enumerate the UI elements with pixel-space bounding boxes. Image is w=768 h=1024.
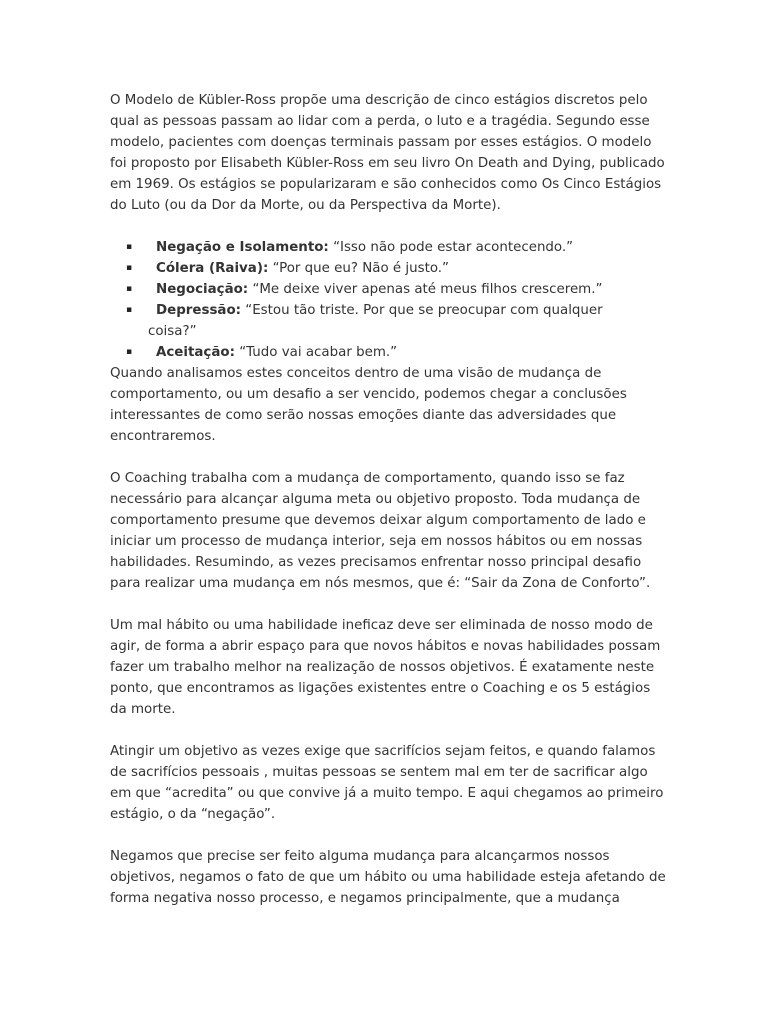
document-page (110, 90, 670, 909)
stage-term: Negação e Isolamento: (156, 240, 329, 255)
stage-quote: “Por que eu? Não é justo.” (272, 261, 449, 276)
bullet-icon: ▪ (126, 242, 133, 252)
stage-item-aceitacao (110, 342, 670, 363)
paragraph-gap (110, 720, 670, 741)
body-paragraph: O Coaching trabalha com a mudança de comportamento, quando isso se faz necessário para alcançar alguma meta ou objetivo proposto. Toda mudança de comportamento presume que devemos deixar algum comportamento de lado e iniciar um processo de mudança interior, seja em nossos hábitos ou em nossas habilidades. Resumindo, as vezes precisamos enfrentar nosso principal desafio para realizar uma mudança em nós mesmos, que é: “Sair da Zona de Conforto”. (110, 471, 651, 591)
stage-term: Aceitação: (156, 345, 235, 360)
paragraph-gap (110, 594, 670, 615)
body-paragraph: Quando analisamos estes conceitos dentro de uma visão de mudança de comportamento, ou um desafio a ser vencido, podemos chegar a conclusões interessantes de como serão nossas emoções diante das adversidades que encontraremos. (110, 366, 627, 444)
paragraph-gap (110, 216, 670, 237)
bullet-icon: ▪ (126, 305, 133, 315)
bullet-icon: ▪ (126, 347, 133, 357)
stage-item-depressao (110, 300, 670, 342)
intro-paragraph: O Modelo de Kübler-Ross propõe uma descrição de cinco estágios discretos pelo qual as pessoas passam ao lidar com a perda, o luto e a tragédia. Segundo esse modelo, pacientes com doenças terminais passam por esses estágios. O modelo foi proposto por Elisabeth Kübler-Ross em seu livro On Death and Dying, publicado em 1969. Os estágios se popularizaram e são conhecidos como Os Cinco Estágios do Luto (ou da Dor da Morte, ou da Perspectiva da Morte). (110, 93, 665, 213)
body-paragraph: Negamos que precise ser feito alguma mudança para alcançarmos nossos objetivos, negamos o fato de que um hábito ou uma habilidade esteja afetando de forma negativa nosso processo, e negamos principalmente, que a mudança (110, 849, 666, 906)
stage-item-negociacao (110, 279, 670, 300)
stage-quote-continuation: coisa?” (148, 324, 197, 339)
stage-quote: “Estou tão triste. Por que se preocupar com qualquer (245, 303, 603, 318)
stages-list (110, 237, 670, 363)
stage-quote: “Tudo vai acabar bem.” (239, 345, 398, 360)
body-paragraph: Atingir um objetivo as vezes exige que sacrifícios sejam feitos, e quando falamos de sacrifícios pessoais , muitas pessoas se sentem mal em ter de sacrificar algo em que “acredita” ou que convive já a muito tempo. E aqui chegamos ao primeiro estágio, o da “negação”. (110, 744, 664, 822)
bullet-icon: ▪ (126, 263, 133, 273)
stage-quote: “Isso não pode estar acontecendo.” (333, 240, 574, 255)
stage-item-colera (110, 258, 670, 279)
stage-item-negacao (110, 237, 670, 258)
paragraph-gap (110, 825, 670, 846)
stage-term: Depressão: (156, 303, 241, 318)
paragraph-gap (110, 447, 670, 468)
bullet-icon: ▪ (126, 284, 133, 294)
body-paragraph: Um mal hábito ou uma habilidade ineficaz deve ser eliminada de nosso modo de agir, de forma a abrir espaço para que novos hábitos e novas habilidades possam fazer um trabalho melhor na realização de nossos objetivos. É exatamente neste ponto, que encontramos as ligações existentes entre o Coaching e os 5 estágios da morte. (110, 618, 661, 717)
stage-term: Negociação: (156, 282, 249, 297)
stage-term: Cólera (Raiva): (156, 261, 269, 276)
stage-quote: “Me deixe viver apenas até meus filhos crescerem.” (252, 282, 603, 297)
